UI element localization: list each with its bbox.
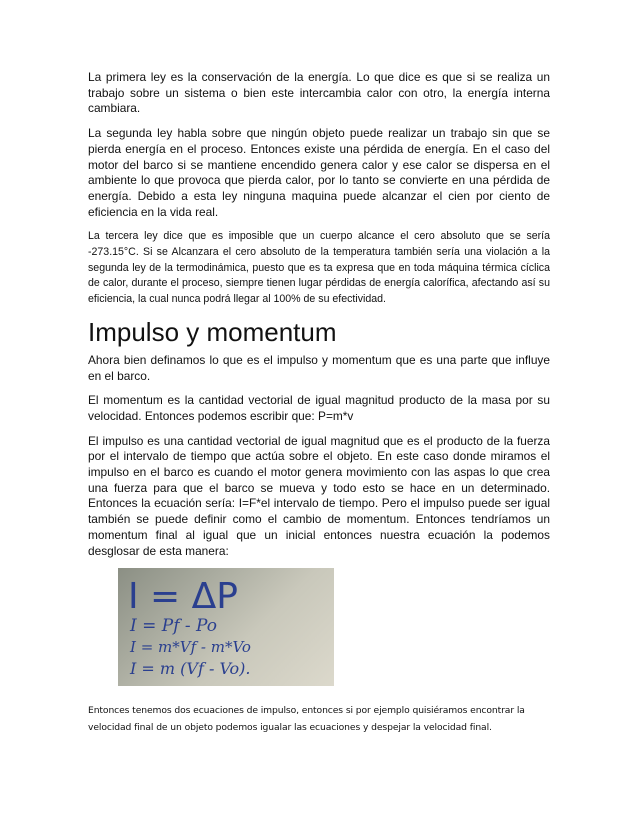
- document-content: [88, 70, 550, 736]
- paragraph-third-law: La tercera ley dice que es imposible que un cuerpo alcance el cero absoluto que se sería -273.15°C. Si se Alcanzara el cero absoluto de la temperatura también sería una violación a la segunda ley de la termodinámica, puesto que es ta expresa que en toda máquina térmica cíclica de calor, durante el proceso, siempre tienen lugar pérdidas de energía calorífica, afectando así su eficiencia, la cual nunca podrá llegar al 100% de su efectividad.: [88, 230, 550, 306]
- paragraph-intro-impulse: Ahora bien definamos lo que es el impulso y momentum que es una parte que influye en el barco.: [88, 352, 550, 383]
- paragraph-momentum: El momentum es la cantidad vectorial de igual magnitud producto de la masa por su velocidad. Entonces podemos escribir que: P=m*v: [88, 393, 550, 423]
- handwritten-equations: [118, 568, 334, 686]
- paragraph-first-law: La primera ley es la conservación de la energía. Lo que dice es que si se realiza un trabajo sobre un sistema o bien este intercambia calor con otro, la energía interna cambiara.: [88, 70, 550, 116]
- paragraph-second-law: La segunda ley habla sobre que ningún objeto puede realizar un trabajo sin que se pierda energía en el proceso. Entonces existe una pérdida de energía. En el caso del motor del barco si se mantiene encendido genera calor y ese calor se dispersa en el ambiente lo que provoca que pierda calor, por lo tanto se convierte en una pérdida de energía. Debido a esta ley ninguna maquina puede alcanzar el cien por ciento de eficiencia en la vida real.: [88, 126, 550, 219]
- paragraph-impulse: El impulso es una cantidad vectorial de igual magnitud que es el producto de la fuerza por el intervalo de tiempo que actúa sobre el objeto. En este caso donde miramos el impulso en el barco es cuando el motor genera movimiento con las aspas lo que crea una fuerza para que el barco se mueva y todo esto se hace en un determinado. Entonces la ecuación sería: I=F*el intervalo de tiempo. Pero el impulso puede ser igual también se puede definir como el cambio de momentum. Entonces tendríamos un momentum final al igual que un inicial entonces nuestra ecuación la podemos desglosar de esta manera:: [88, 433, 550, 558]
- equation-line-4: I = m (Vf - Vo).: [130, 659, 251, 679]
- handwritten-equations-photo: [118, 568, 334, 686]
- photo-caption: Entonces tenemos dos ecuaciones de impulso, entonces si por ejemplo quisiéramos encontrar la velocidad final de un objeto podemos igualar las ecuaciones y despejar la velocidad final.: [88, 705, 525, 734]
- equation-line-2: I = Pf - Po: [130, 616, 218, 637]
- equation-line-1: I = ΔP: [128, 576, 239, 618]
- section-heading: Impulso y momentum: [88, 316, 337, 347]
- equation-line-3: I = m*Vf - m*Vo: [130, 638, 251, 657]
